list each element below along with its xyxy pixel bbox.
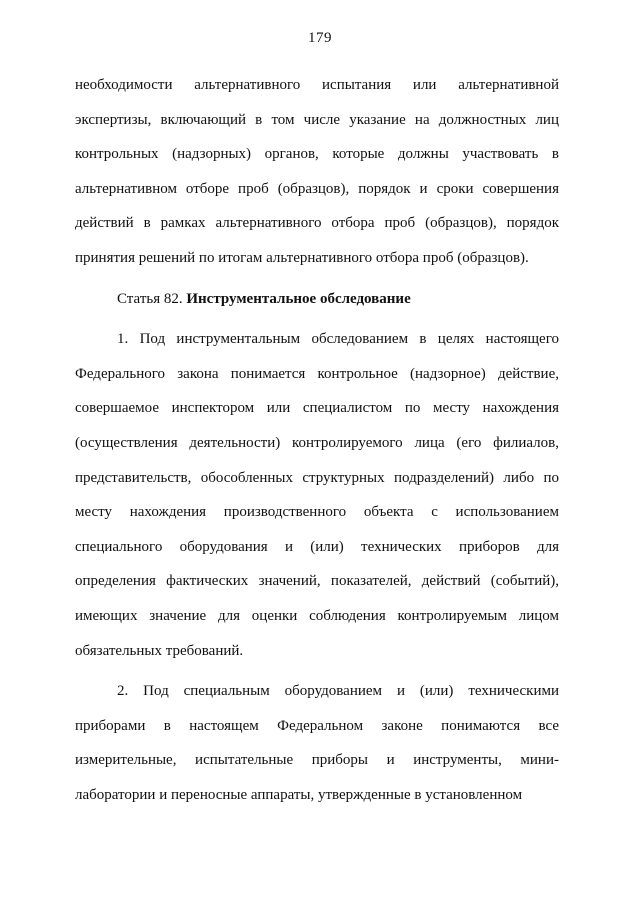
document-body	[75, 68, 559, 812]
paragraph-item-1: 1. Под инструментальным обследованием в целях настоящего Федерального закона понимается контрольное (надзорное) действие, совершаемое инспектором или специалистом по месту нахождения (осуществления деятельности) контролируемого лица (его филиалов, представительств, обособленных структурных подразделений) либо по месту нахождения производственного объекта с использованием специального оборудования и (или) технических приборов для определения фактических значений, показателей, действий (событий), имеющих значение для оценки соблюдения контролируемым лицом обязательных требований.	[75, 331, 559, 659]
page-number: 179	[308, 30, 332, 46]
paragraph-item-2: 2. Под специальным оборудованием и (или) техническими приборами в настоящем Федеральном законе понимаются все измерительные, испытательные приборы и инструменты, мини-лаборатории и переносные аппараты, утвержденные в установленном	[75, 683, 559, 803]
article-title: Инструментальное обследование	[186, 290, 411, 307]
paragraph-continuation: необходимости альтернативного испытания или альтернативной экспертизы, включающий в том числе указание на должностных лиц контрольных (надзорных) органов, которые должны участвовать в альтернативном отборе проб (образцов), порядок и сроки совершения действий в рамках альтернативного отбора проб (образцов), порядок принятия решений по итогам альтернативного отбора проб (образцов).	[75, 77, 559, 266]
article-heading	[75, 282, 559, 317]
article-number: Статья 82.	[117, 290, 187, 307]
